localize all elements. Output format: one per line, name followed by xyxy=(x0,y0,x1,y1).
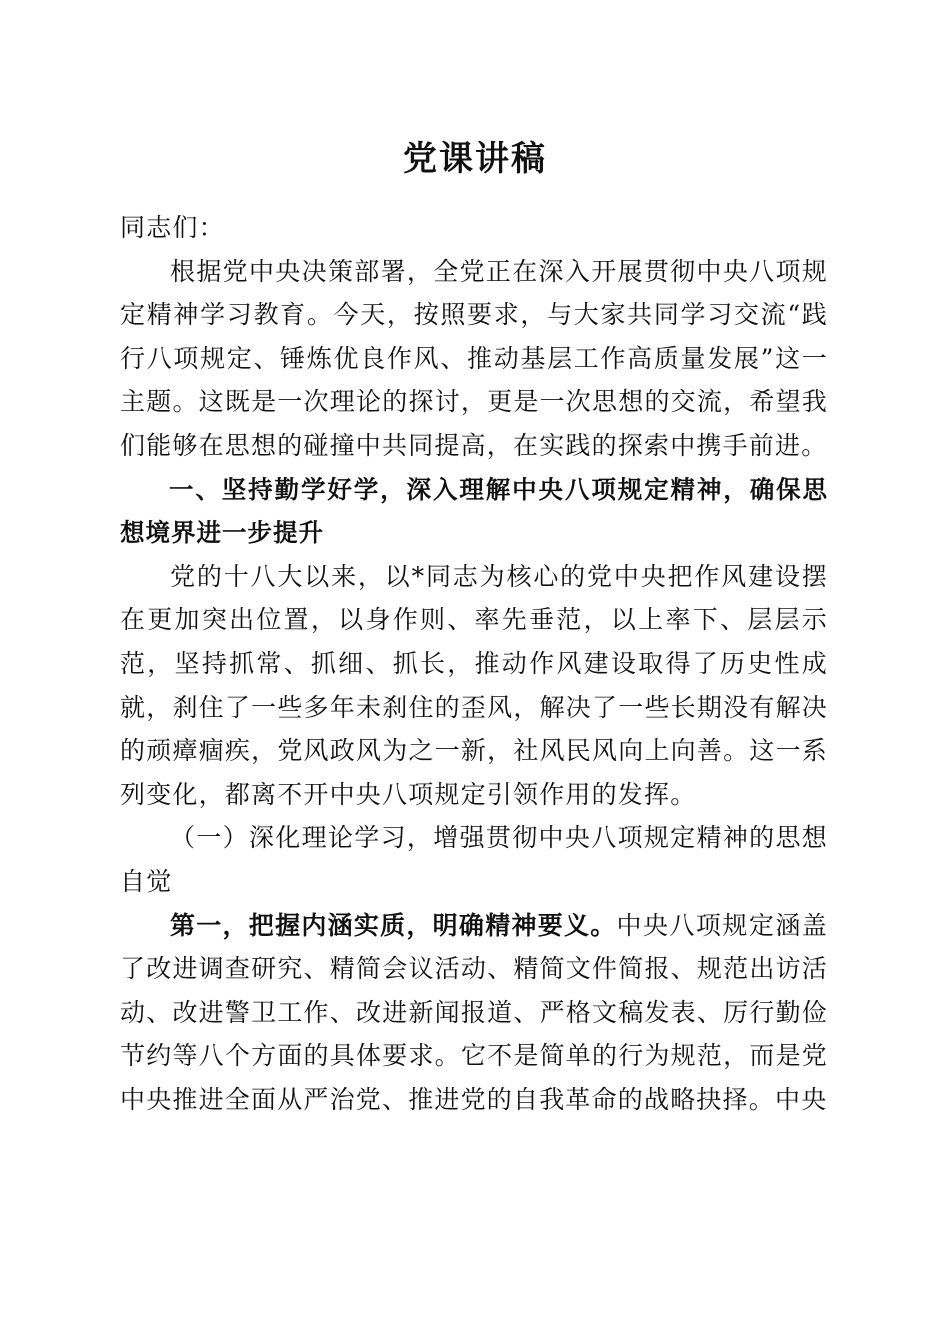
section-1-paragraph: 党的十八大以来，以*同志为核心的党中央把作风建设摆在更加突出位置，以身作则、率先垂范，以上率下、层层示范，坚持抓常、抓细、抓长，推动作风建设取得了历史性成就，刹住了一些多年未刹住的歪风，解决了一些长期没有解决的顽瘴痼疾，党风政风为之一新，社风民风向上向善。这一系列变化，都离不开中央八项规定引领作用的发挥。 xyxy=(120,561,828,809)
point-1-paragraph xyxy=(120,904,828,1122)
subsection-1-heading: （一）深化理论学习，增强贯彻中央八项规定精神的思想自觉 xyxy=(120,823,828,896)
point-1-lead: 第一，把握内涵实质，明确精神要义。 xyxy=(170,910,617,940)
document-body xyxy=(120,206,828,1121)
salutation: 同志们： xyxy=(120,213,225,242)
section-1-heading: 一、坚持勤学好学，深入理解中央八项规定精神，确保思想境界进一步提升 xyxy=(120,474,828,548)
point-1-text: 中央八项规定涵盖了改进调查研究、精简会议活动、精简文件简报、规范出访活动、改进警卫工作、改进新闻报道、严格文稿发表、厉行勤俭节约等八个方面的具体要求。它不是简单的行为规范，而是党中央推进全面从严治党、推进党的自我革命的战略抉择。中央 xyxy=(120,910,828,1114)
intro-paragraph: 根据党中央决策部署，全党正在深入开展贯彻中央八项规定精神学习教育。今天，按照要求，与大家共同学习交流“践行八项规定、锤炼优良作风、推动基层工作高质量发展”这一主题。这既是一次理论的探讨，更是一次思想的交流，希望我们能够在思想的碰撞中共同提高，在实践的探索中携手前进。 xyxy=(120,256,828,460)
document-title: 党课讲稿 xyxy=(403,139,547,179)
